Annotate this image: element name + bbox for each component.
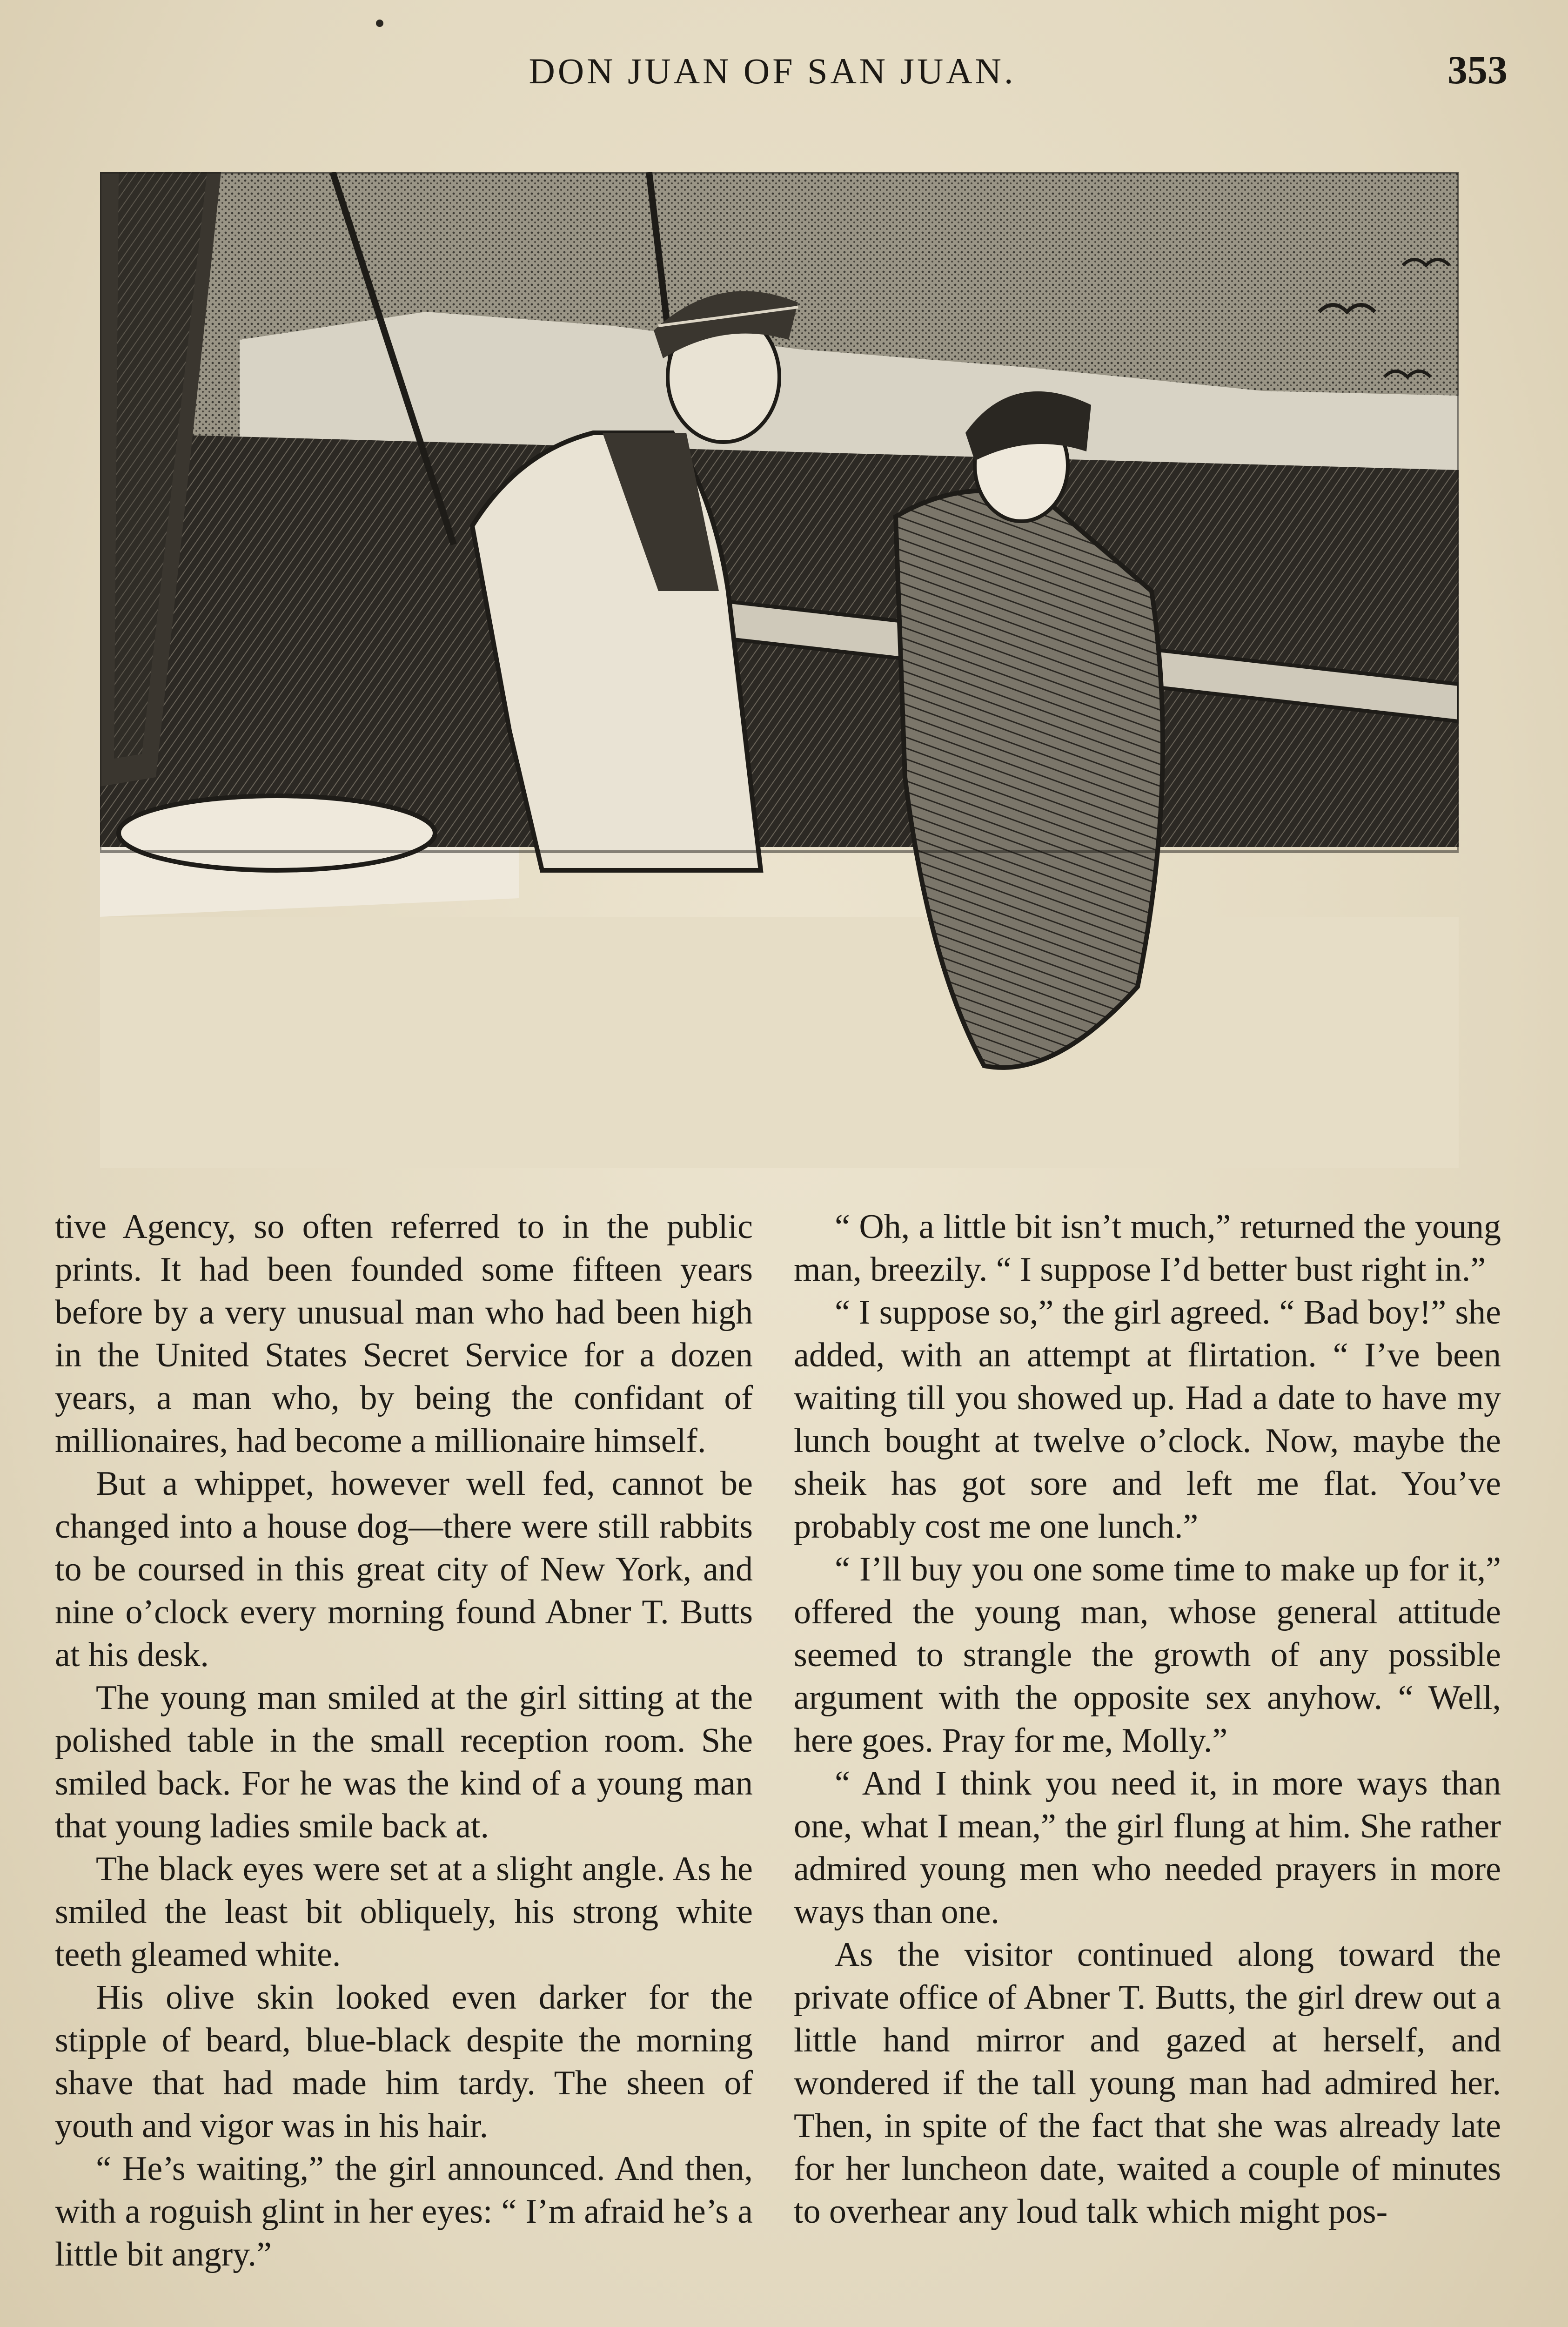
paragraph: “ And I think you need it, in more ways than one, what I mean,” the girl flung at him. She rather admired young men who needed prayers in more ways than one. bbox=[794, 1764, 1501, 1931]
paragraph: “ I suppose so,” the girl agreed. “ Bad boy!” she added, with an attempt at flirtation. “ I’ve been waiting till you showed up. Had a date to have my lunch bought at twelve o’clock. Now, maybe the sheik has got sore and left me flat. You’ve probably cost me one lunch.” bbox=[794, 1293, 1501, 1546]
page-number: 353 bbox=[1447, 47, 1508, 92]
paragraph: “ I’ll buy you one some time to make up for it,” offered the young man, whose general attitude seemed to strangle the growth of any possible argument with the opposite sex anyhow. “ Well, here goes. Pray for me, Molly.” bbox=[794, 1550, 1501, 1760]
ship-deck-illustration bbox=[100, 172, 1459, 1168]
paragraph: As the visitor continued along toward the private office of Abner T. Butts, the girl drew out a little hand mirror and gazed at herself, and wondered if the tall young man had admired her. Then, in spite of the fact that she was already late for her luncheon date, waited a couple of minutes to overhear any loud talk which might pos- bbox=[794, 1936, 1501, 2231]
paragraph: “ Oh, a little bit isn’t much,” returned the young man, breezily. “ I suppose I’d better bust right in.” bbox=[794, 1208, 1501, 1289]
print-speck bbox=[376, 20, 383, 27]
running-header-title: DON JUAN OF SAN JUAN. bbox=[529, 51, 1016, 91]
left-text-column bbox=[55, 1205, 753, 2276]
paragraph: His olive skin looked even darker for the stipple of beard, blue-black despite the morning shave that had made him tardy. The sheen of youth and vigor was in his hair. bbox=[55, 1978, 753, 2145]
paragraph: tive Agency, so often referred to in the public prints. It had been founded some fifteen years before by a very unusual man who had been high in the United States Secret Service for a dozen years, a man who, by being the confidant of millionaires, had become a millionaire himself. bbox=[55, 1208, 753, 1460]
paragraph: The black eyes were set at a slight angle. As he smiled the least bit obliquely, his strong white teeth gleamed white. bbox=[55, 1850, 753, 1974]
right-text-column bbox=[794, 1205, 1501, 2233]
paragraph: The young man smiled at the girl sitting at the polished table in the small reception room. She smiled back. For he was the kind of a young man that young ladies smile back at. bbox=[55, 1679, 753, 1845]
paragraph: But a whippet, however well fed, cannot be changed into a house dog—there were still rabbits to be coursed in this great city of New York, and nine o’clock every morning found Abner T. Butts at his desk. bbox=[55, 1465, 753, 1674]
paragraph: “ He’s waiting,” the girl announced. And then, with a roguish glint in her eyes: “ I’m afraid he’s a little bit angry.” bbox=[55, 2150, 753, 2273]
